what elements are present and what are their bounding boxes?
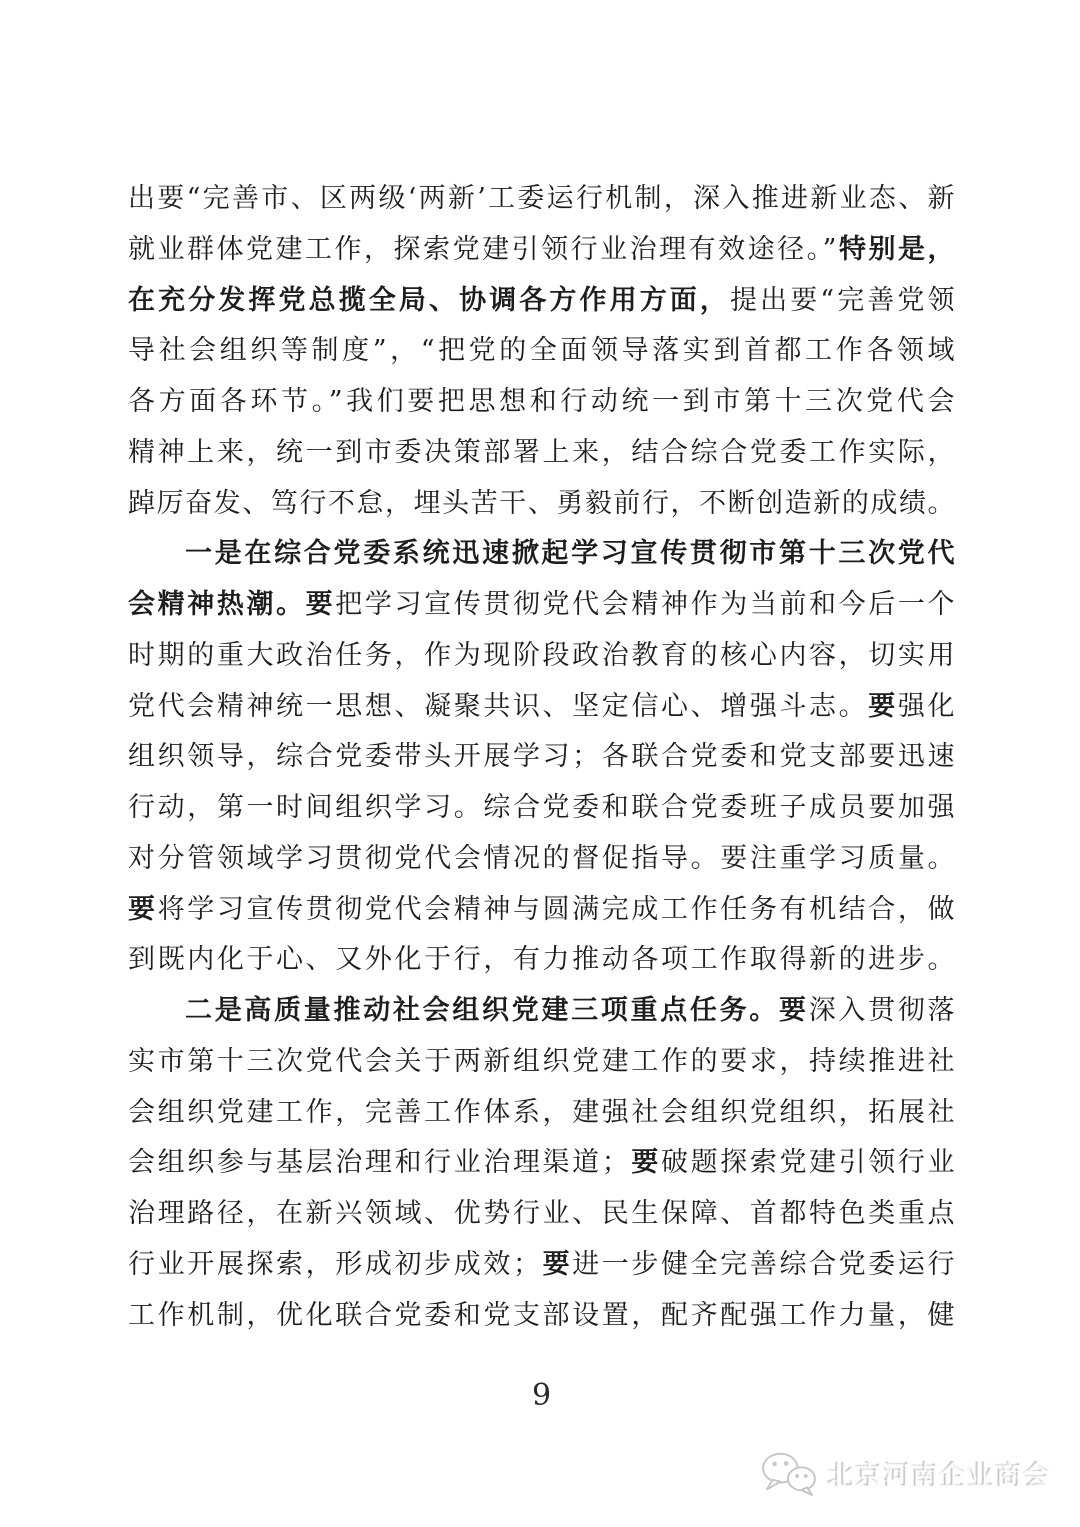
text-line bbox=[128, 935, 955, 986]
text-run: 各方面各环节。”我们要把思想和行动统一到市第十三次党代会 bbox=[128, 386, 955, 417]
text-line bbox=[128, 1291, 955, 1342]
text-run: 就业群体党建工作，探索党建引领行业治理有效途径。” bbox=[128, 233, 837, 265]
text-run: 踔厉奋发、笃行不怠，埋头苦干、勇毅前行，不断创造新的成绩。 bbox=[128, 487, 955, 519]
text-run: 进一步健全完善综合党委运行 bbox=[572, 1248, 956, 1280]
bold-text-run: 会精神热潮。要 bbox=[128, 589, 336, 620]
text-line bbox=[128, 1138, 955, 1189]
text-run: 行业开展探索，形成初步成效； bbox=[128, 1248, 541, 1280]
text-run: 党代会精神统一思想、凝聚共识、坚定信心、增强斗志。 bbox=[128, 690, 869, 722]
document-body bbox=[128, 174, 955, 1341]
text-run: 将学习宣传贯彻党代会精神与圆满完成工作任务有机结合，做 bbox=[157, 893, 956, 925]
text-run: 会组织参与基层治理和行业治理渠道； bbox=[128, 1147, 630, 1179]
text-run: 破题探索党建引领行业 bbox=[661, 1147, 956, 1179]
text-line bbox=[128, 885, 955, 936]
text-line bbox=[128, 1037, 955, 1088]
text-line bbox=[128, 986, 955, 1037]
text-line bbox=[128, 682, 955, 733]
bold-text-run: 要 bbox=[540, 1248, 573, 1280]
bold-text-run: 一是在综合党委系统迅速掀起学习宣传贯彻市第十三次党代 bbox=[185, 538, 955, 570]
text-run: 时期的重大政治任务，作为现阶段政治教育的核心内容，切实用 bbox=[128, 639, 955, 671]
text-run: 提出要“完善党领 bbox=[730, 284, 955, 316]
text-run: 对分管领域学习贯彻党代会情况的督促指导。要注重学习质量。 bbox=[128, 842, 955, 874]
bold-text-run: 要 bbox=[128, 893, 158, 925]
page-number: 9 bbox=[531, 1378, 552, 1413]
watermark bbox=[760, 1450, 1052, 1498]
text-line bbox=[128, 174, 955, 225]
text-line bbox=[128, 276, 955, 327]
text-run: 精神上来，统一到市委决策部署上来，结合综合党委工作实际， bbox=[128, 436, 955, 468]
text-run: 到既内化于心、又外化于行，有力推动各项工作取得新的进步。 bbox=[128, 944, 955, 976]
text-line bbox=[128, 1240, 955, 1291]
text-line bbox=[128, 580, 955, 631]
text-run: 导社会组织等制度”，“把党的全面领导落实到首都工作各领域 bbox=[128, 335, 955, 367]
text-line bbox=[128, 377, 955, 428]
text-run: 行动，第一时间组织学习。综合党委和联合党委班子成员要加强 bbox=[128, 792, 955, 823]
bold-text-run: 二是高质量推动社会组织党建三项重点任务。要 bbox=[185, 995, 809, 1026]
text-line bbox=[128, 529, 955, 580]
watermark-text: 北京河南企业商会 bbox=[828, 1461, 1052, 1493]
text-line bbox=[128, 428, 955, 479]
text-run: 工作机制，优化联合党委和党支部设置，配齐配强工作力量，健 bbox=[128, 1299, 955, 1331]
bold-text-run: 要 bbox=[629, 1147, 662, 1179]
text-line bbox=[128, 225, 955, 276]
text-run: 深入贯彻落 bbox=[808, 995, 956, 1026]
text-run: 出要“完善市、区两级‘两新’工委运行机制，深入推进新业态、新 bbox=[128, 183, 955, 214]
bold-text-run: 特别是， bbox=[836, 233, 955, 265]
text-run: 组织领导，综合党委带头开展学习；各联合党委和党支部要迅速 bbox=[128, 741, 955, 773]
text-run: 强化 bbox=[897, 690, 956, 722]
text-line bbox=[128, 631, 955, 682]
bold-text-run: 在充分发挥党总揽全局、协调各方作用方面， bbox=[128, 284, 730, 316]
text-run: 治理路径，在新兴领域、优势行业、民生保障、首都特色类重点 bbox=[128, 1198, 955, 1229]
text-line bbox=[128, 1189, 955, 1240]
text-line bbox=[128, 732, 955, 783]
wechat-icon bbox=[760, 1450, 818, 1498]
text-line bbox=[128, 326, 955, 377]
text-line bbox=[128, 834, 955, 885]
text-line bbox=[128, 1088, 955, 1139]
bold-text-run: 要 bbox=[868, 690, 898, 722]
text-run: 会组织党建工作，完善工作体系，建强社会组织党组织，拓展社 bbox=[128, 1096, 955, 1128]
text-line bbox=[128, 479, 955, 530]
text-line bbox=[128, 783, 955, 834]
text-run: 把学习宣传贯彻党代会精神作为当前和今后一个 bbox=[335, 589, 956, 620]
text-run: 实市第十三次党代会关于两新组织党建工作的要求，持续推进社 bbox=[128, 1045, 955, 1077]
